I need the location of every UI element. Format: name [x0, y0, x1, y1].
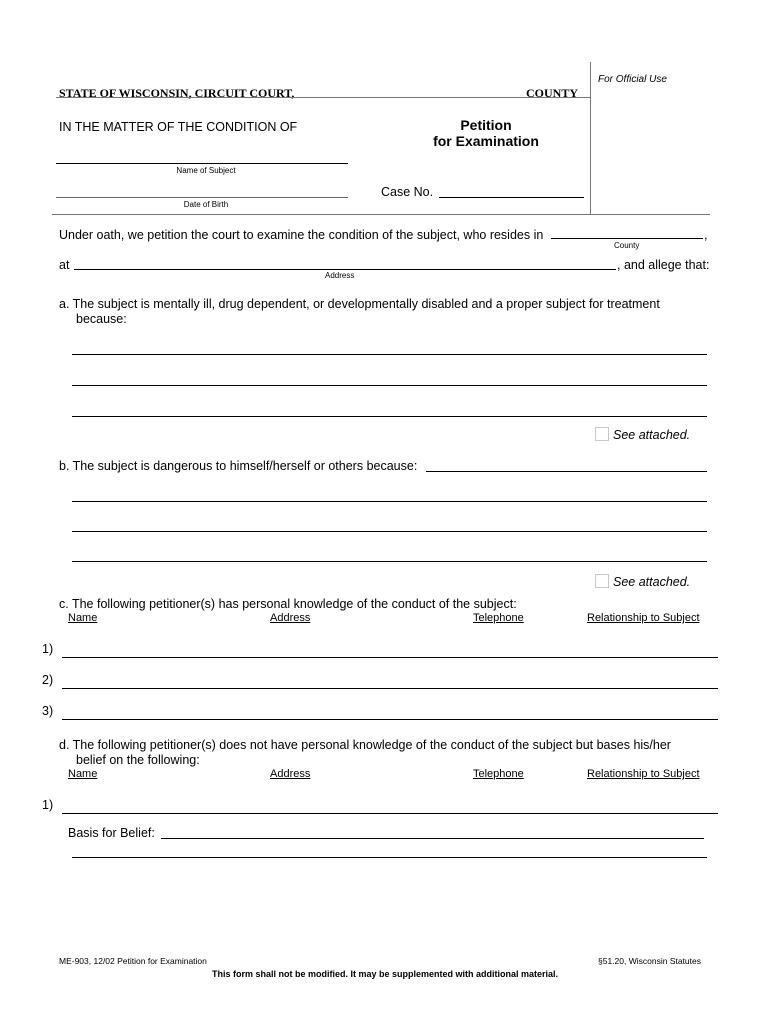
- section-d-text-2: belief on the following:: [76, 753, 200, 767]
- address-label: Address: [325, 271, 355, 280]
- section-a-line-2[interactable]: [72, 385, 707, 386]
- matter-label: IN THE MATTER OF THE CONDITION OF: [59, 120, 298, 134]
- header-divider: [56, 97, 590, 98]
- section-c-row-3-field[interactable]: [62, 719, 718, 720]
- section-b-line-3[interactable]: [72, 561, 707, 562]
- title-line-1: Petition: [460, 117, 512, 133]
- section-b-line-0[interactable]: [426, 471, 707, 472]
- section-divider: [52, 214, 710, 215]
- section-c-row-1-field[interactable]: [62, 657, 718, 658]
- section-b-see-attached-checkbox[interactable]: [595, 574, 609, 588]
- section-c-col-address: Address: [270, 612, 311, 624]
- county-field[interactable]: [551, 238, 703, 239]
- section-d-row-1-label: 1): [42, 798, 54, 812]
- dob-label: Date of Birth: [183, 200, 229, 209]
- section-c-text: c. The following petitioner(s) has personal knowledge of the conduct of the subject:: [59, 597, 517, 611]
- oath-text: Under oath, we petition the court to examine the condition of the subject, who resides in: [59, 228, 544, 242]
- section-c-col-relationship: Relationship to Subject: [587, 612, 700, 624]
- at-label: at: [59, 258, 70, 272]
- section-d-col-address: Address: [270, 768, 311, 780]
- county-label: County: [614, 241, 640, 250]
- basis-label: Basis for Belief:: [68, 826, 155, 840]
- basis-field-1[interactable]: [161, 838, 704, 839]
- title-line-2: for Examination: [433, 133, 539, 149]
- section-b-text: b. The subject is dangerous to himself/herself or others because:: [59, 459, 418, 473]
- page-title: [406, 117, 566, 149]
- county-header: COUNTY: [526, 86, 579, 100]
- statute: §51.20, Wisconsin Statutes: [598, 956, 702, 966]
- section-a-line-3[interactable]: [72, 416, 707, 417]
- section-d-col-relationship: Relationship to Subject: [587, 768, 700, 780]
- official-use-label: For Official Use: [598, 74, 667, 85]
- subject-name-field[interactable]: [56, 163, 348, 164]
- form-id: ME-903, 12/02 Petition for Examination: [59, 956, 207, 966]
- basis-field-2[interactable]: [72, 857, 707, 858]
- subject-name-label: Name of Subject: [176, 166, 236, 175]
- section-a-see-attached-label: See attached.: [613, 428, 691, 442]
- section-d-col-name: Name: [68, 768, 98, 780]
- footer-notice: This form shall not be modified. It may be supplemented with additional material.: [211, 969, 559, 979]
- case-no-label: Case No.: [381, 185, 434, 199]
- section-c-col-name: Name: [68, 612, 98, 624]
- dob-field[interactable]: [56, 197, 348, 198]
- case-no-field[interactable]: [439, 197, 584, 198]
- section-c-row-2-field[interactable]: [62, 688, 718, 689]
- section-c-row-1-label: 1): [42, 642, 54, 656]
- section-c-row-2-label: 2): [42, 673, 54, 687]
- section-c-row-3-label: 3): [42, 704, 54, 718]
- section-d-row-1-field[interactable]: [62, 813, 718, 814]
- section-a-see-attached-checkbox[interactable]: [595, 427, 609, 441]
- court-header: STATE OF WISCONSIN, CIRCUIT COURT,: [59, 86, 295, 100]
- section-b-line-1[interactable]: [72, 501, 707, 502]
- section-b-line-2[interactable]: [72, 531, 707, 532]
- section-c-col-telephone: Telephone: [473, 612, 524, 624]
- allege-text: , and allege that:: [617, 258, 710, 272]
- oath-comma: ,: [704, 228, 708, 242]
- section-a-text-2: because:: [76, 312, 127, 326]
- section-b-see-attached-label: See attached.: [613, 575, 691, 589]
- section-d-text-1: d. The following petitioner(s) does not have personal knowledge of the conduct of the subject but bases his/her: [59, 738, 671, 752]
- section-a-text-1: a. The subject is mentally ill, drug dependent, or developmentally disabled and a proper subject for treatment: [59, 297, 660, 311]
- section-a-line-1[interactable]: [72, 354, 707, 355]
- address-field[interactable]: [74, 269, 616, 270]
- section-d-col-telephone: Telephone: [473, 768, 524, 780]
